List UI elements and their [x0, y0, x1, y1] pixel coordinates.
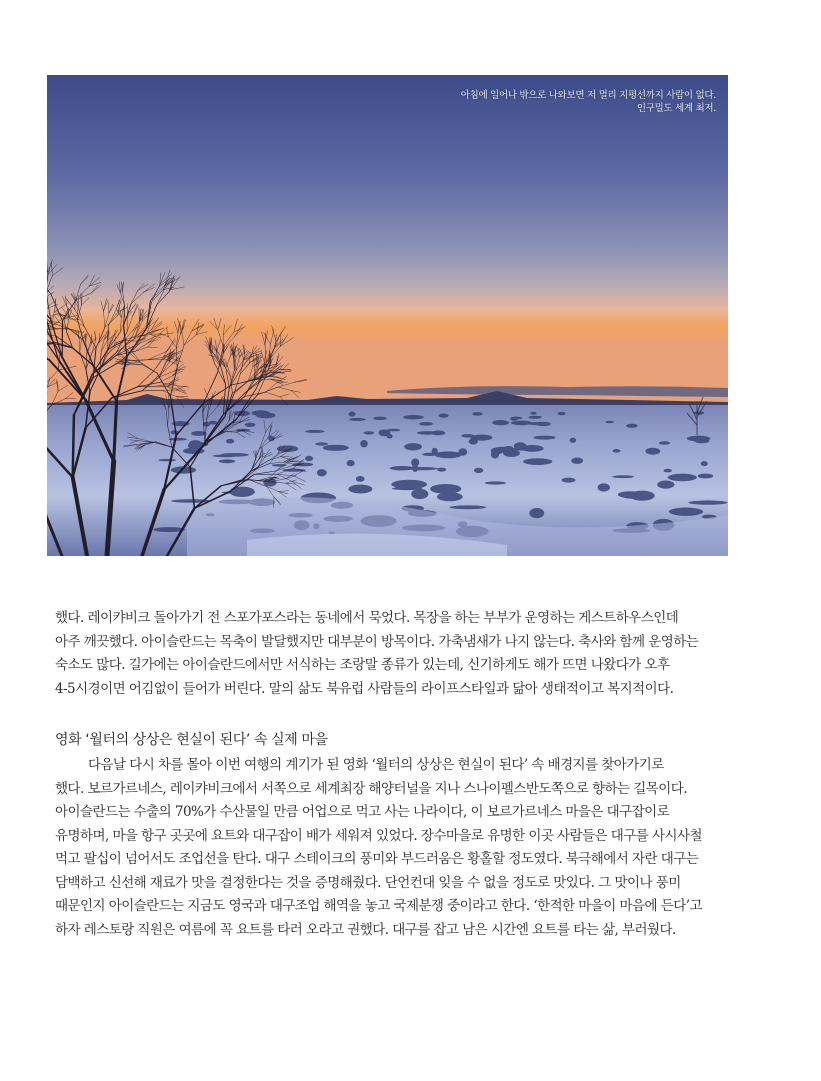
- paragraph-1-line: 했다. 레이캬비크 돌아가기 전 스포가포스라는 동네에서 묵었다. 목장을 하는 부부가 운영하는 게스트하우스인데: [55, 610, 679, 626]
- paragraph-2-line: 때문인지 아이슬란드는 지금도 영국과 대구조업 해역을 놓고 국제분쟁 중이라고 한다. ‘한적한 마을이 마음에 든다’고: [55, 898, 702, 914]
- caption-line-1: 아침에 일어나 밖으로 나와보면 저 멀리 지평선까지 사람이 없다.: [460, 90, 716, 101]
- paragraph-2-line: 담백하고 신선해 재료가 맛을 결정한다는 것을 증명해줬다. 단언컨대 잊을 수 없을 정도로 맛있다. 그 맛이나 풍미: [55, 874, 681, 891]
- paragraph-1-line: 아주 깨끗했다. 아이슬란드는 목축이 발달했지만 대부분이 방목이다. 가축냄새가 나지 않는다. 축사와 함께 운영하는: [55, 633, 699, 650]
- paragraph-2-line: 하자 레스토랑 직원은 여름에 꼭 요트를 타러 오라고 권했다. 대구를 잡고 남은 시간엔 요트를 타는 삶, 부러웠다.: [55, 921, 676, 938]
- caption-line-2: 인구밀도 세계 최저.: [636, 103, 716, 114]
- paragraph-2-line: 유명하며, 마을 항구 곳곳에 요트와 대구잡이 배가 세워져 있었다. 장수마을로 유명한 이곳 사람들은 대구를 사시사철: [55, 827, 702, 844]
- winter-landscape-photo: [47, 75, 728, 556]
- paragraph-1: [55, 607, 735, 701]
- paragraph-2-line: 아이슬란드는 수출의 70%가 수산물일 만큼 어업으로 먹고 사는 나라이다, 이 보르가르네스 마을은 대구잡이로: [55, 804, 670, 820]
- section-subheading: 영화 ‘월터의 상상은 현실이 된다’ 속 실제 마을: [55, 732, 328, 748]
- photo-caption: [461, 89, 716, 115]
- paragraph-2-line: 먹고 팔십이 넘어서도 조업선을 탄다. 대구 스테이크의 풍미와 부드러움은 황홀할 정도였다. 북극해에서 자란 대구는: [55, 851, 699, 867]
- paragraph-2: [55, 754, 735, 942]
- paragraph-1-line: 숙소도 많다. 길가에는 아이슬란드에서만 서식하는 조랑말 종류가 있는데, 신기하게도 해가 뜨면 나왔다가 오후: [55, 657, 670, 673]
- paragraph-2-line: 했다. 보르가르네스, 레이캬비크에서 서쪽으로 세계최장 해양터널을 지나 스나이펠스반도쪽으로 향하는 길목이다.: [55, 780, 687, 797]
- paragraph-2-line: 다음날 다시 차를 몰아 이번 여행의 계기가 된 영화 ‘월터의 상상은 현실이 된다’ 속 배경지를 찾아가기로: [88, 757, 664, 773]
- paragraph-1-line: 4-5시경이면 어김없이 들어가 버린다. 말의 삶도 북유럽 사람들의 라이프스타일과 닮아 생태적이고 복지적이다.: [55, 680, 674, 697]
